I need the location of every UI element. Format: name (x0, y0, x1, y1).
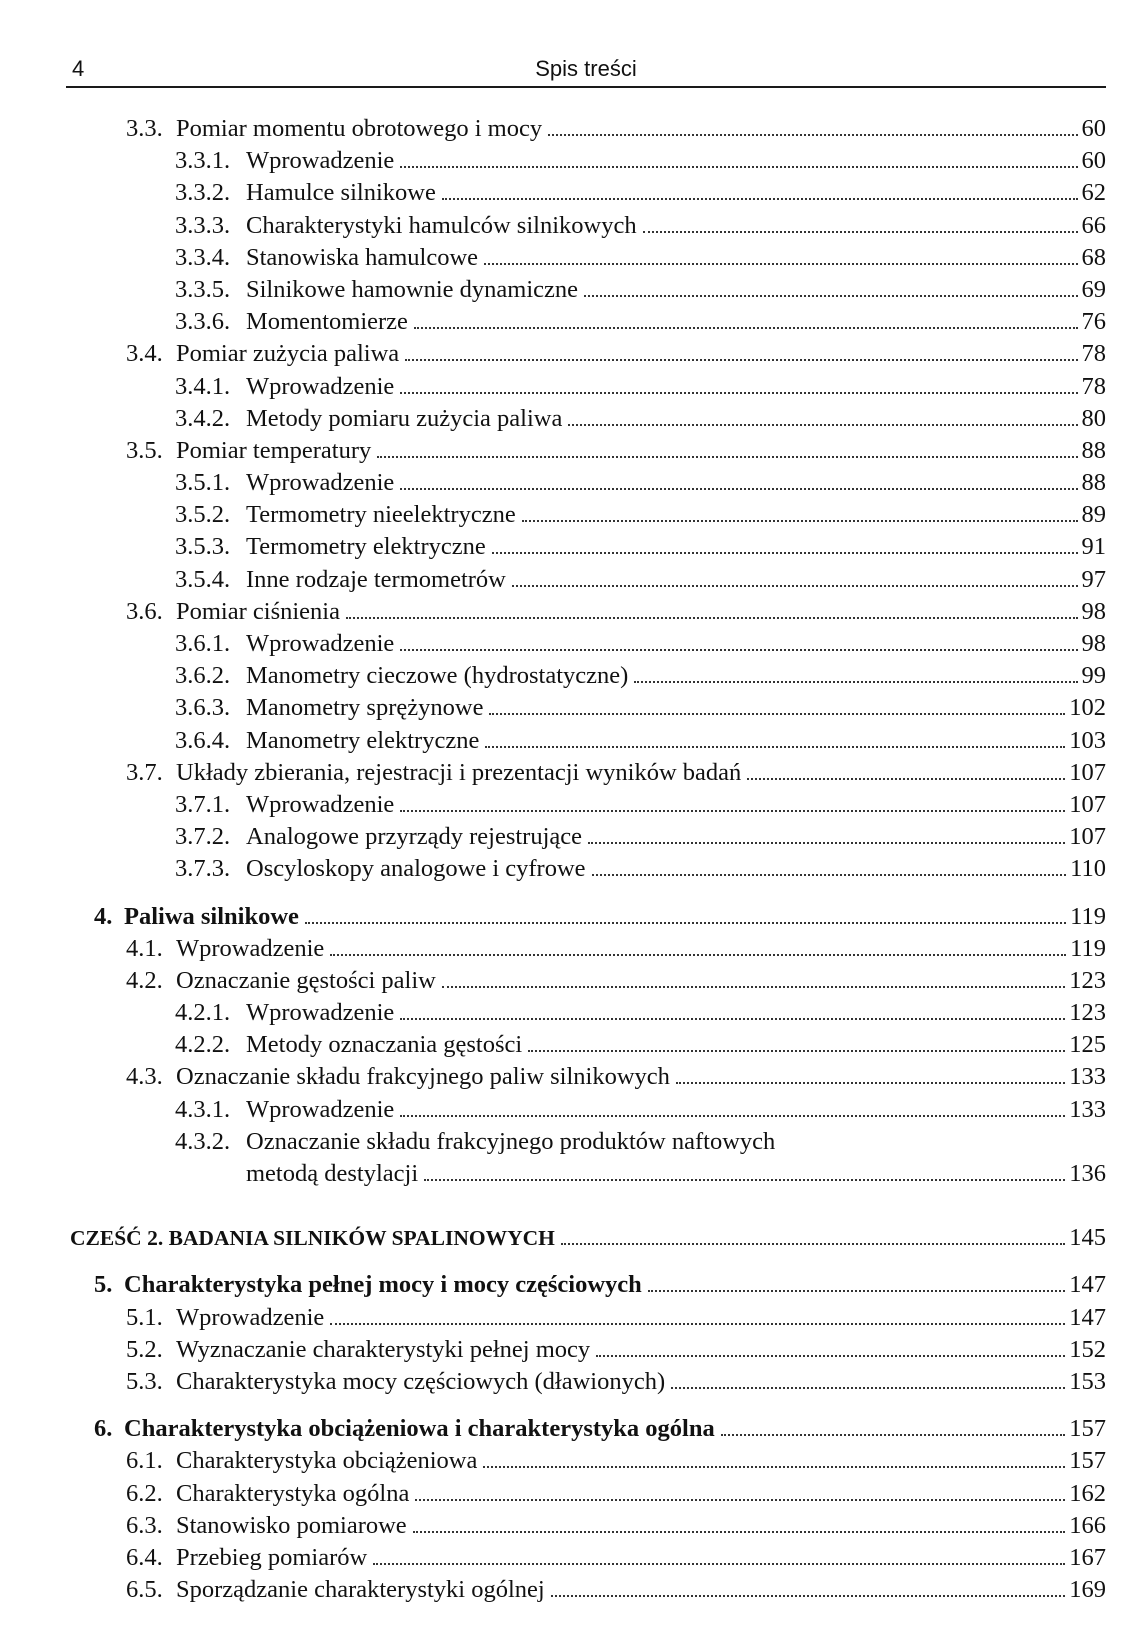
toc-page-number: 119 (1070, 934, 1106, 962)
dot-leader (424, 1179, 1065, 1181)
dot-leader (492, 552, 1078, 554)
toc-title: Oznaczanie gęstości paliw (176, 966, 436, 994)
toc-section-number: 4.2. (126, 966, 163, 994)
toc-title: Charakterystyka obciążeniowa i charakterystyka ogólna (124, 1415, 715, 1443)
toc-page-number: 69 (1081, 275, 1106, 303)
toc-section-number: 4.2.2. (175, 1031, 231, 1059)
toc-section-number: 3.5.1. (175, 469, 231, 497)
toc-entry[interactable] (66, 628, 1106, 660)
toc-page-number: 99 (1081, 662, 1106, 690)
toc-title: Wprowadzenie (246, 469, 395, 497)
page-number: 4 (72, 56, 85, 81)
toc-title: Hamulce silnikowe (246, 179, 436, 207)
toc-section-number: 5.2. (126, 1335, 163, 1363)
dot-leader (413, 1531, 1066, 1533)
dot-leader (522, 520, 1078, 522)
dot-leader (483, 1466, 1065, 1468)
toc-part-heading[interactable] (66, 1222, 1106, 1254)
dot-leader (400, 810, 1065, 812)
toc-title: Wprowadzenie (246, 999, 395, 1027)
toc-page-number: 162 (1069, 1479, 1106, 1507)
toc-section-number: 4.3. (126, 1063, 163, 1091)
toc-entry[interactable] (66, 1574, 1106, 1606)
toc-section-number: 3.5.2. (175, 501, 231, 529)
toc-entry[interactable] (66, 757, 1106, 789)
toc-title: Termometry elektryczne (246, 533, 486, 561)
toc-chapter[interactable] (66, 1413, 1106, 1445)
toc-page-number: 145 (1069, 1224, 1106, 1252)
toc-page-number: 98 (1081, 630, 1106, 657)
toc-entry[interactable] (66, 145, 1106, 177)
dot-leader (373, 1563, 1065, 1565)
dot-leader (634, 681, 1077, 683)
dot-leader (305, 922, 1066, 924)
toc-page-number: 119 (1070, 902, 1106, 930)
toc-section-number: 3.3.6. (175, 308, 231, 336)
toc-entry[interactable] (66, 435, 1106, 467)
toc-page-number: 107 (1069, 758, 1106, 786)
toc-section-number: 4.1. (126, 934, 163, 962)
toc-section-number: 3.6.2. (175, 662, 231, 690)
dot-leader (330, 954, 1066, 956)
toc-page-number: 169 (1069, 1576, 1106, 1604)
toc-section-number: 4. (94, 902, 113, 930)
toc-title: Wprowadzenie (246, 147, 395, 175)
toc-page-number: 133 (1069, 1063, 1106, 1091)
toc-page-number: 78 (1081, 372, 1106, 400)
toc-title: Stanowiska hamulcowe (246, 243, 479, 271)
toc-title: CZEŚĆ 2. BADANIA SILNIKÓW SPALINOWYCH (70, 1226, 555, 1251)
dot-leader (442, 986, 1065, 988)
dot-leader (596, 1355, 1065, 1357)
toc-entry[interactable] (66, 274, 1106, 306)
toc-entry[interactable] (66, 692, 1106, 724)
dot-leader (405, 359, 1077, 361)
dot-leader (528, 1050, 1065, 1052)
toc-title: Wyznaczanie charakterystyki pełnej mocy (176, 1335, 591, 1363)
dot-leader (676, 1082, 1065, 1084)
toc-entry[interactable] (66, 306, 1106, 338)
toc-page-number: 80 (1081, 404, 1106, 432)
toc-entry[interactable] (66, 403, 1106, 435)
toc-title: Wprowadzenie (246, 1095, 395, 1123)
toc-page-number: 91 (1081, 533, 1106, 561)
toc-page-number: 153 (1069, 1367, 1106, 1395)
dot-leader (643, 231, 1078, 233)
toc-page-number: 78 (1081, 340, 1106, 368)
toc-entry[interactable] (66, 1445, 1106, 1477)
dot-leader (485, 746, 1065, 748)
toc-title: Pomiar momentu obrotowego i mocy (176, 115, 543, 142)
toc-page-number: 88 (1081, 436, 1106, 464)
dot-leader (400, 1115, 1065, 1117)
toc-title: Stanowisko pomiarowe (176, 1511, 407, 1539)
toc-entry[interactable] (66, 1302, 1106, 1334)
toc-section-number: 5.1. (126, 1303, 163, 1331)
dot-leader (484, 263, 1077, 265)
dot-leader (400, 1018, 1065, 1020)
toc-entry[interactable] (66, 531, 1106, 563)
toc-section-number: 6.4. (126, 1543, 163, 1571)
toc-section-number: 3.7.2. (175, 823, 231, 851)
toc-entry[interactable] (66, 965, 1106, 997)
dot-leader (442, 198, 1078, 200)
toc-title: Charakterystyka pełnej mocy i mocy częściowych (124, 1271, 642, 1299)
toc-section-number: 4.3.1. (175, 1095, 231, 1123)
toc-title: Oscyloskopy analogowe i cyfrowe (246, 855, 586, 883)
toc-page-number: 166 (1069, 1511, 1106, 1539)
dot-leader (592, 874, 1067, 876)
toc-title: Pomiar temperatury (176, 436, 372, 464)
dot-leader (584, 295, 1077, 297)
toc-title: Wprowadzenie (246, 630, 395, 657)
toc-page-number: 123 (1069, 999, 1106, 1027)
toc-title: Termometry nieelektryczne (246, 501, 516, 529)
toc-section-number: 6.1. (126, 1447, 163, 1475)
toc-entry[interactable] (66, 371, 1106, 403)
toc-entry[interactable] (66, 853, 1106, 885)
toc-entry[interactable] (66, 1478, 1106, 1510)
toc-entry[interactable] (66, 1542, 1106, 1574)
toc-page-number: 157 (1069, 1415, 1106, 1443)
dot-leader (400, 392, 1077, 394)
toc-section-number: 5. (94, 1271, 113, 1299)
toc-title: Metody oznaczania gęstości (246, 1031, 523, 1059)
toc-page-number: 107 (1069, 823, 1106, 851)
dot-leader (346, 617, 1078, 619)
toc-title: Wprowadzenie (176, 1303, 325, 1331)
toc-entry[interactable] (66, 499, 1106, 531)
toc-entry[interactable] (66, 1094, 1106, 1126)
dot-leader (400, 488, 1077, 490)
toc-section-number: 3.6.4. (175, 726, 231, 754)
toc-chapter[interactable] (66, 901, 1106, 933)
toc-entry[interactable] (66, 242, 1106, 274)
toc-section-number: 6.2. (126, 1479, 163, 1507)
toc-page-number: 66 (1081, 211, 1106, 239)
toc-title: Oznaczanie składu frakcyjnego produktów naftowych (246, 1127, 776, 1155)
dot-leader (551, 1595, 1066, 1597)
toc-entry[interactable] (66, 177, 1106, 209)
toc-page-number: 133 (1069, 1095, 1106, 1123)
running-title: Spis treści (535, 56, 637, 81)
toc-section-number: 3.3.5. (175, 275, 231, 303)
toc-entry[interactable] (66, 1029, 1106, 1061)
toc-section-number: 6.3. (126, 1511, 163, 1539)
toc-title: Wprowadzenie (176, 934, 325, 962)
toc-page-number: 98 (1081, 597, 1106, 625)
dot-leader (400, 166, 1077, 168)
toc-entry[interactable] (66, 1366, 1106, 1398)
dot-leader (721, 1434, 1066, 1436)
toc-page-number: 110 (1070, 855, 1106, 883)
toc-page-number: 125 (1069, 1031, 1106, 1059)
toc-title: Charakterystyka ogólna (176, 1479, 410, 1507)
toc-title: Manometry sprężynowe (246, 694, 484, 722)
dot-leader (330, 1323, 1065, 1325)
toc-page-number: 88 (1081, 469, 1106, 497)
toc-page-number: 123 (1069, 966, 1106, 994)
toc-page-number: 60 (1081, 147, 1106, 175)
toc-entry[interactable] (66, 210, 1106, 242)
toc-page-number: 147 (1069, 1271, 1106, 1299)
toc-entry[interactable] (66, 1061, 1106, 1093)
toc-title: Silnikowe hamownie dynamiczne (246, 275, 579, 303)
toc-title: Przebieg pomiarów (176, 1543, 368, 1571)
dot-leader (512, 585, 1078, 587)
toc-page-number: 89 (1081, 501, 1106, 529)
toc-title: Wprowadzenie (246, 372, 395, 400)
toc-section-number: 5.3. (126, 1367, 163, 1395)
toc-section-number: 3.3.2. (175, 179, 231, 207)
toc-section-number: 3.6.3. (175, 694, 231, 722)
toc-page-number: 68 (1081, 243, 1106, 271)
toc-section-number: 3.5. (126, 436, 163, 464)
toc-chapter[interactable] (66, 1269, 1106, 1301)
toc-page-number: 60 (1081, 115, 1106, 142)
toc-title: Sporządzanie charakterystyki ogólnej (176, 1576, 545, 1604)
dot-leader (671, 1387, 1065, 1389)
toc-title: metodą destylacji (246, 1160, 419, 1187)
toc-section-number: 3.4. (126, 340, 163, 368)
toc-page-number: 167 (1069, 1543, 1106, 1571)
toc-page-number: 147 (1069, 1303, 1106, 1331)
toc-section-number: 6.5. (126, 1576, 163, 1604)
toc-section-number: 4.2.1. (175, 999, 231, 1027)
toc-title: Momentomierze (246, 308, 408, 336)
toc-title: Pomiar zużycia paliwa (176, 340, 400, 368)
toc-section-number: 3.3.3. (175, 211, 231, 239)
dot-leader (415, 1499, 1065, 1501)
toc-section-number: 6. (94, 1415, 113, 1443)
table-of-contents (66, 113, 1106, 1606)
dot-leader (377, 456, 1077, 458)
toc-entry[interactable] (66, 596, 1106, 628)
toc-section-number: 3.3. (126, 115, 163, 142)
toc-title: Oznaczanie składu frakcyjnego paliw silnikowych (176, 1063, 670, 1091)
toc-section-number: 3.4.1. (175, 372, 231, 400)
toc-section-number: 3.5.4. (175, 565, 231, 593)
toc-title: Pomiar ciśnienia (176, 597, 340, 625)
toc-title: Analogowe przyrządy rejestrujące (246, 823, 583, 851)
toc-title: Charakterystyka mocy częściowych (dławionych) (176, 1367, 666, 1395)
toc-page-number: 136 (1069, 1160, 1106, 1187)
dot-leader (568, 424, 1077, 426)
toc-entry[interactable] (66, 467, 1106, 499)
toc-section-number: 4.3.2. (175, 1127, 231, 1155)
toc-section-number: 3.6. (126, 597, 163, 625)
toc-entry[interactable] (66, 725, 1106, 757)
toc-entry[interactable] (66, 1126, 1106, 1158)
toc-entry[interactable] (66, 338, 1106, 370)
toc-page-number: 97 (1081, 565, 1106, 593)
toc-section-number: 3.6.1. (175, 630, 231, 657)
toc-page-number: 152 (1069, 1335, 1106, 1363)
toc-title: Metody pomiaru zużycia paliwa (246, 404, 563, 432)
toc-title: Charakterystyka obciążeniowa (176, 1447, 478, 1475)
toc-entry[interactable] (66, 997, 1106, 1029)
toc-entry[interactable] (66, 660, 1106, 692)
toc-page-number: 76 (1081, 308, 1106, 336)
page-header (66, 56, 1106, 88)
toc-entry[interactable] (66, 1158, 1106, 1190)
toc-section-number: 3.4.2. (175, 404, 231, 432)
toc-section-number: 3.3.4. (175, 243, 231, 271)
dot-leader (414, 327, 1078, 329)
toc-page-number: 157 (1069, 1447, 1106, 1475)
toc-page-number: 102 (1069, 694, 1106, 722)
toc-entry[interactable] (66, 933, 1106, 965)
dot-leader (400, 649, 1077, 651)
toc-page-number: 62 (1081, 179, 1106, 207)
toc-section-number: 3.7.1. (175, 790, 231, 818)
dot-leader (561, 1243, 1065, 1245)
toc-title: Manometry elektryczne (246, 726, 480, 754)
toc-entry[interactable] (66, 564, 1106, 596)
dot-leader (747, 778, 1065, 780)
toc-page-number: 107 (1069, 790, 1106, 818)
toc-section-number: 3.7. (126, 758, 163, 786)
toc-entry[interactable] (66, 1334, 1106, 1366)
toc-title: Wprowadzenie (246, 790, 395, 818)
toc-section-number: 3.5.3. (175, 533, 231, 561)
toc-title: Manometry cieczowe (hydrostatyczne) (246, 662, 629, 690)
dot-leader (548, 134, 1077, 136)
toc-section-number: 3.7.3. (175, 855, 231, 883)
dot-leader (648, 1290, 1065, 1292)
toc-entry[interactable] (66, 789, 1106, 821)
dot-leader (588, 842, 1065, 844)
toc-title: Charakterystyki hamulców silnikowych (246, 211, 637, 239)
toc-page-number: 103 (1069, 726, 1106, 754)
toc-section-number: 3.3.1. (175, 147, 231, 175)
toc-title: Inne rodzaje termometrów (246, 565, 506, 593)
toc-title: Układy zbierania, rejestracji i prezentacji wyników badań (176, 758, 742, 786)
dot-leader (489, 713, 1065, 715)
toc-title: Paliwa silnikowe (124, 902, 299, 930)
toc-entry[interactable] (66, 821, 1106, 853)
toc-entry[interactable] (66, 1510, 1106, 1542)
toc-entry[interactable] (66, 113, 1106, 145)
